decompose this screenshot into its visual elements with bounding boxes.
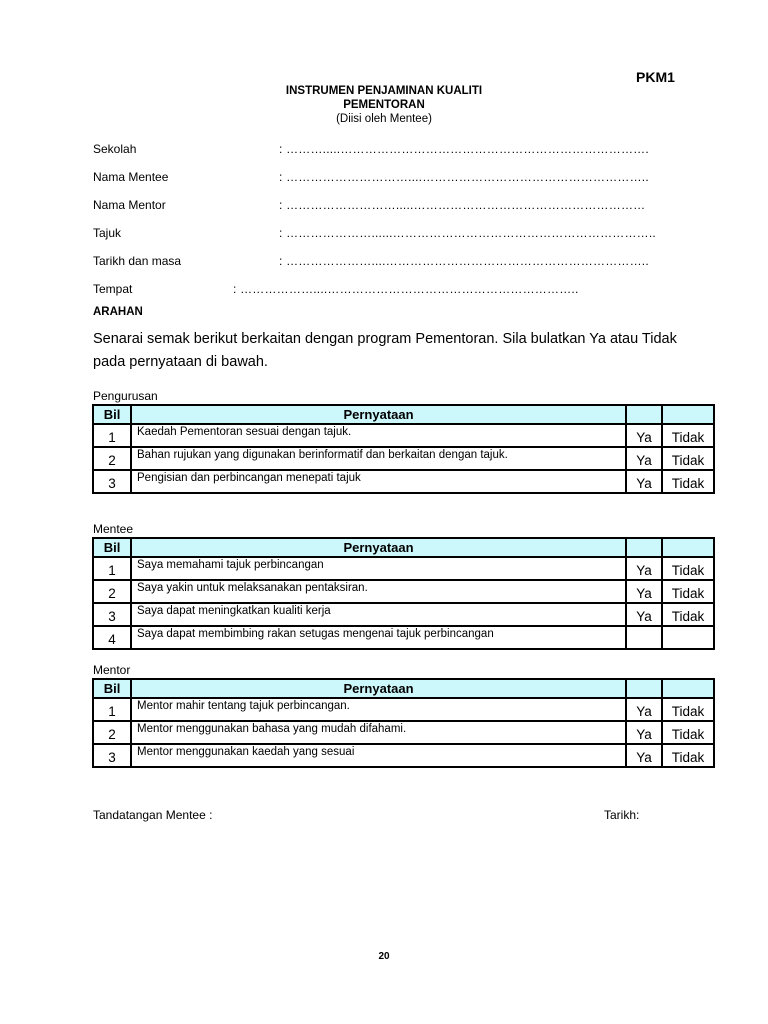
date-label: Tarikh:	[604, 808, 640, 822]
option-tidak[interactable]: Tidak	[662, 698, 714, 721]
header-pernyataan: Pernyataan	[131, 405, 626, 424]
row-number: 3	[93, 603, 131, 626]
row-statement: Mentor menggunakan bahasa yang mudah difahami.	[131, 721, 626, 744]
header-ya-col	[626, 405, 662, 424]
row-statement: Pengisian dan perbincangan menepati tajuk	[131, 470, 626, 493]
field-value-tajuk[interactable]: : …………………......………………………………………………………..	[279, 226, 656, 240]
field-value-nama-mentee[interactable]: : …………………………....………………………………………………..	[279, 170, 649, 184]
row-number: 4	[93, 626, 131, 649]
header-bil: Bil	[93, 538, 131, 557]
table-row	[93, 721, 714, 744]
page-number: 20	[378, 951, 390, 962]
signature-label: Tandatangan Mentee :	[93, 808, 213, 822]
option-ya[interactable]: Ya	[626, 721, 662, 744]
field-value-tempat[interactable]: : ………………....……………………………………………………..	[233, 282, 579, 296]
option-tidak[interactable]: Tidak	[662, 447, 714, 470]
field-value-tarikh-masa[interactable]: : …………………....………………………………………………………..	[279, 254, 649, 268]
row-number: 1	[93, 698, 131, 721]
row-statement: Mentor mahir tentang tajuk perbincangan.	[131, 698, 626, 721]
table-mentor	[92, 678, 715, 768]
row-number: 3	[93, 470, 131, 493]
option-tidak[interactable]: Tidak	[662, 603, 714, 626]
option-ya[interactable]: Ya	[626, 447, 662, 470]
table-row	[93, 603, 714, 626]
table-mentee	[92, 537, 715, 650]
table-row	[93, 580, 714, 603]
field-label-nama-mentor: Nama Mentor	[93, 198, 166, 212]
field-label-sekolah: Sekolah	[93, 142, 137, 156]
option-ya[interactable]: Ya	[626, 557, 662, 580]
header-bil: Bil	[93, 679, 131, 698]
section-label-pengurusan: Pengurusan	[93, 389, 158, 403]
row-number: 2	[93, 721, 131, 744]
arahan-heading: ARAHAN	[93, 306, 143, 318]
option-tidak[interactable]: Tidak	[662, 580, 714, 603]
row-statement: Saya dapat meningkatkan kualiti kerja	[131, 603, 626, 626]
row-statement: Saya memahami tajuk perbincangan	[131, 557, 626, 580]
table-row	[93, 470, 714, 493]
table-row	[93, 447, 714, 470]
header-bil: Bil	[93, 405, 131, 424]
header-tidak-col	[662, 405, 714, 424]
field-label-tempat: Tempat	[93, 282, 133, 296]
form-code: PKM1	[636, 69, 675, 85]
row-number: 2	[93, 447, 131, 470]
field-value-sekolah[interactable]: : ……….....………………………………………………………………….	[279, 142, 649, 156]
section-label-mentor: Mentor	[93, 663, 131, 677]
table-row	[93, 424, 714, 447]
header-pernyataan: Pernyataan	[131, 538, 626, 557]
option-ya[interactable]: Ya	[626, 698, 662, 721]
row-statement: Mentor menggunakan kaedah yang sesuai	[131, 744, 626, 767]
option-tidak[interactable]: Tidak	[662, 557, 714, 580]
table-row	[93, 698, 714, 721]
field-label-tajuk: Tajuk	[93, 226, 122, 240]
table-header-row	[93, 679, 714, 698]
option-tidak[interactable]: Tidak	[662, 744, 714, 767]
field-label-tarikh-masa: Tarikh dan masa	[93, 254, 182, 268]
row-number: 2	[93, 580, 131, 603]
option-tidak[interactable]: Tidak	[662, 721, 714, 744]
header-pernyataan: Pernyataan	[131, 679, 626, 698]
table-pengurusan	[92, 404, 715, 494]
form-title-line2: PEMENTORAN	[343, 99, 425, 111]
row-number: 1	[93, 424, 131, 447]
field-value-nama-mentor[interactable]: : ……………………….....…………………………………………………	[279, 198, 646, 212]
row-statement: Saya dapat membimbing rakan setugas mengenai tajuk perbincangan	[131, 626, 626, 649]
header-ya-col	[626, 538, 662, 557]
option-ya[interactable]	[626, 626, 662, 649]
option-tidak[interactable]	[662, 626, 714, 649]
option-tidak[interactable]: Tidak	[662, 470, 714, 493]
option-ya[interactable]: Ya	[626, 470, 662, 493]
header-tidak-col	[662, 679, 714, 698]
option-ya[interactable]: Ya	[626, 744, 662, 767]
row-number: 3	[93, 744, 131, 767]
table-header-row	[93, 405, 714, 424]
option-ya[interactable]: Ya	[626, 603, 662, 626]
row-statement: Saya yakin untuk melaksanakan pentaksiran.	[131, 580, 626, 603]
option-ya[interactable]: Ya	[626, 424, 662, 447]
option-tidak[interactable]: Tidak	[662, 424, 714, 447]
table-row	[93, 626, 714, 649]
section-label-mentee: Mentee	[93, 522, 134, 536]
form-subtitle: (Diisi oleh Mentee)	[336, 113, 432, 125]
row-statement: Bahan rujukan yang digunakan berinformatif dan berkaitan dengan tajuk.	[131, 447, 626, 470]
field-label-nama-mentee: Nama Mentee	[93, 170, 169, 184]
header-tidak-col	[662, 538, 714, 557]
table-row	[93, 557, 714, 580]
header-ya-col	[626, 679, 662, 698]
row-statement: Kaedah Pementoran sesuai dengan tajuk.	[131, 424, 626, 447]
option-ya[interactable]: Ya	[626, 580, 662, 603]
arahan-text: Senarai semak berikut berkaitan dengan program Pementoran. Sila bulatkan Ya atau Tidak pada pernyataan di bawah.	[93, 331, 677, 370]
table-header-row	[93, 538, 714, 557]
form-title-line1: INSTRUMEN PENJAMINAN KUALITI	[285, 85, 483, 97]
row-number: 1	[93, 557, 131, 580]
table-row	[93, 744, 714, 767]
